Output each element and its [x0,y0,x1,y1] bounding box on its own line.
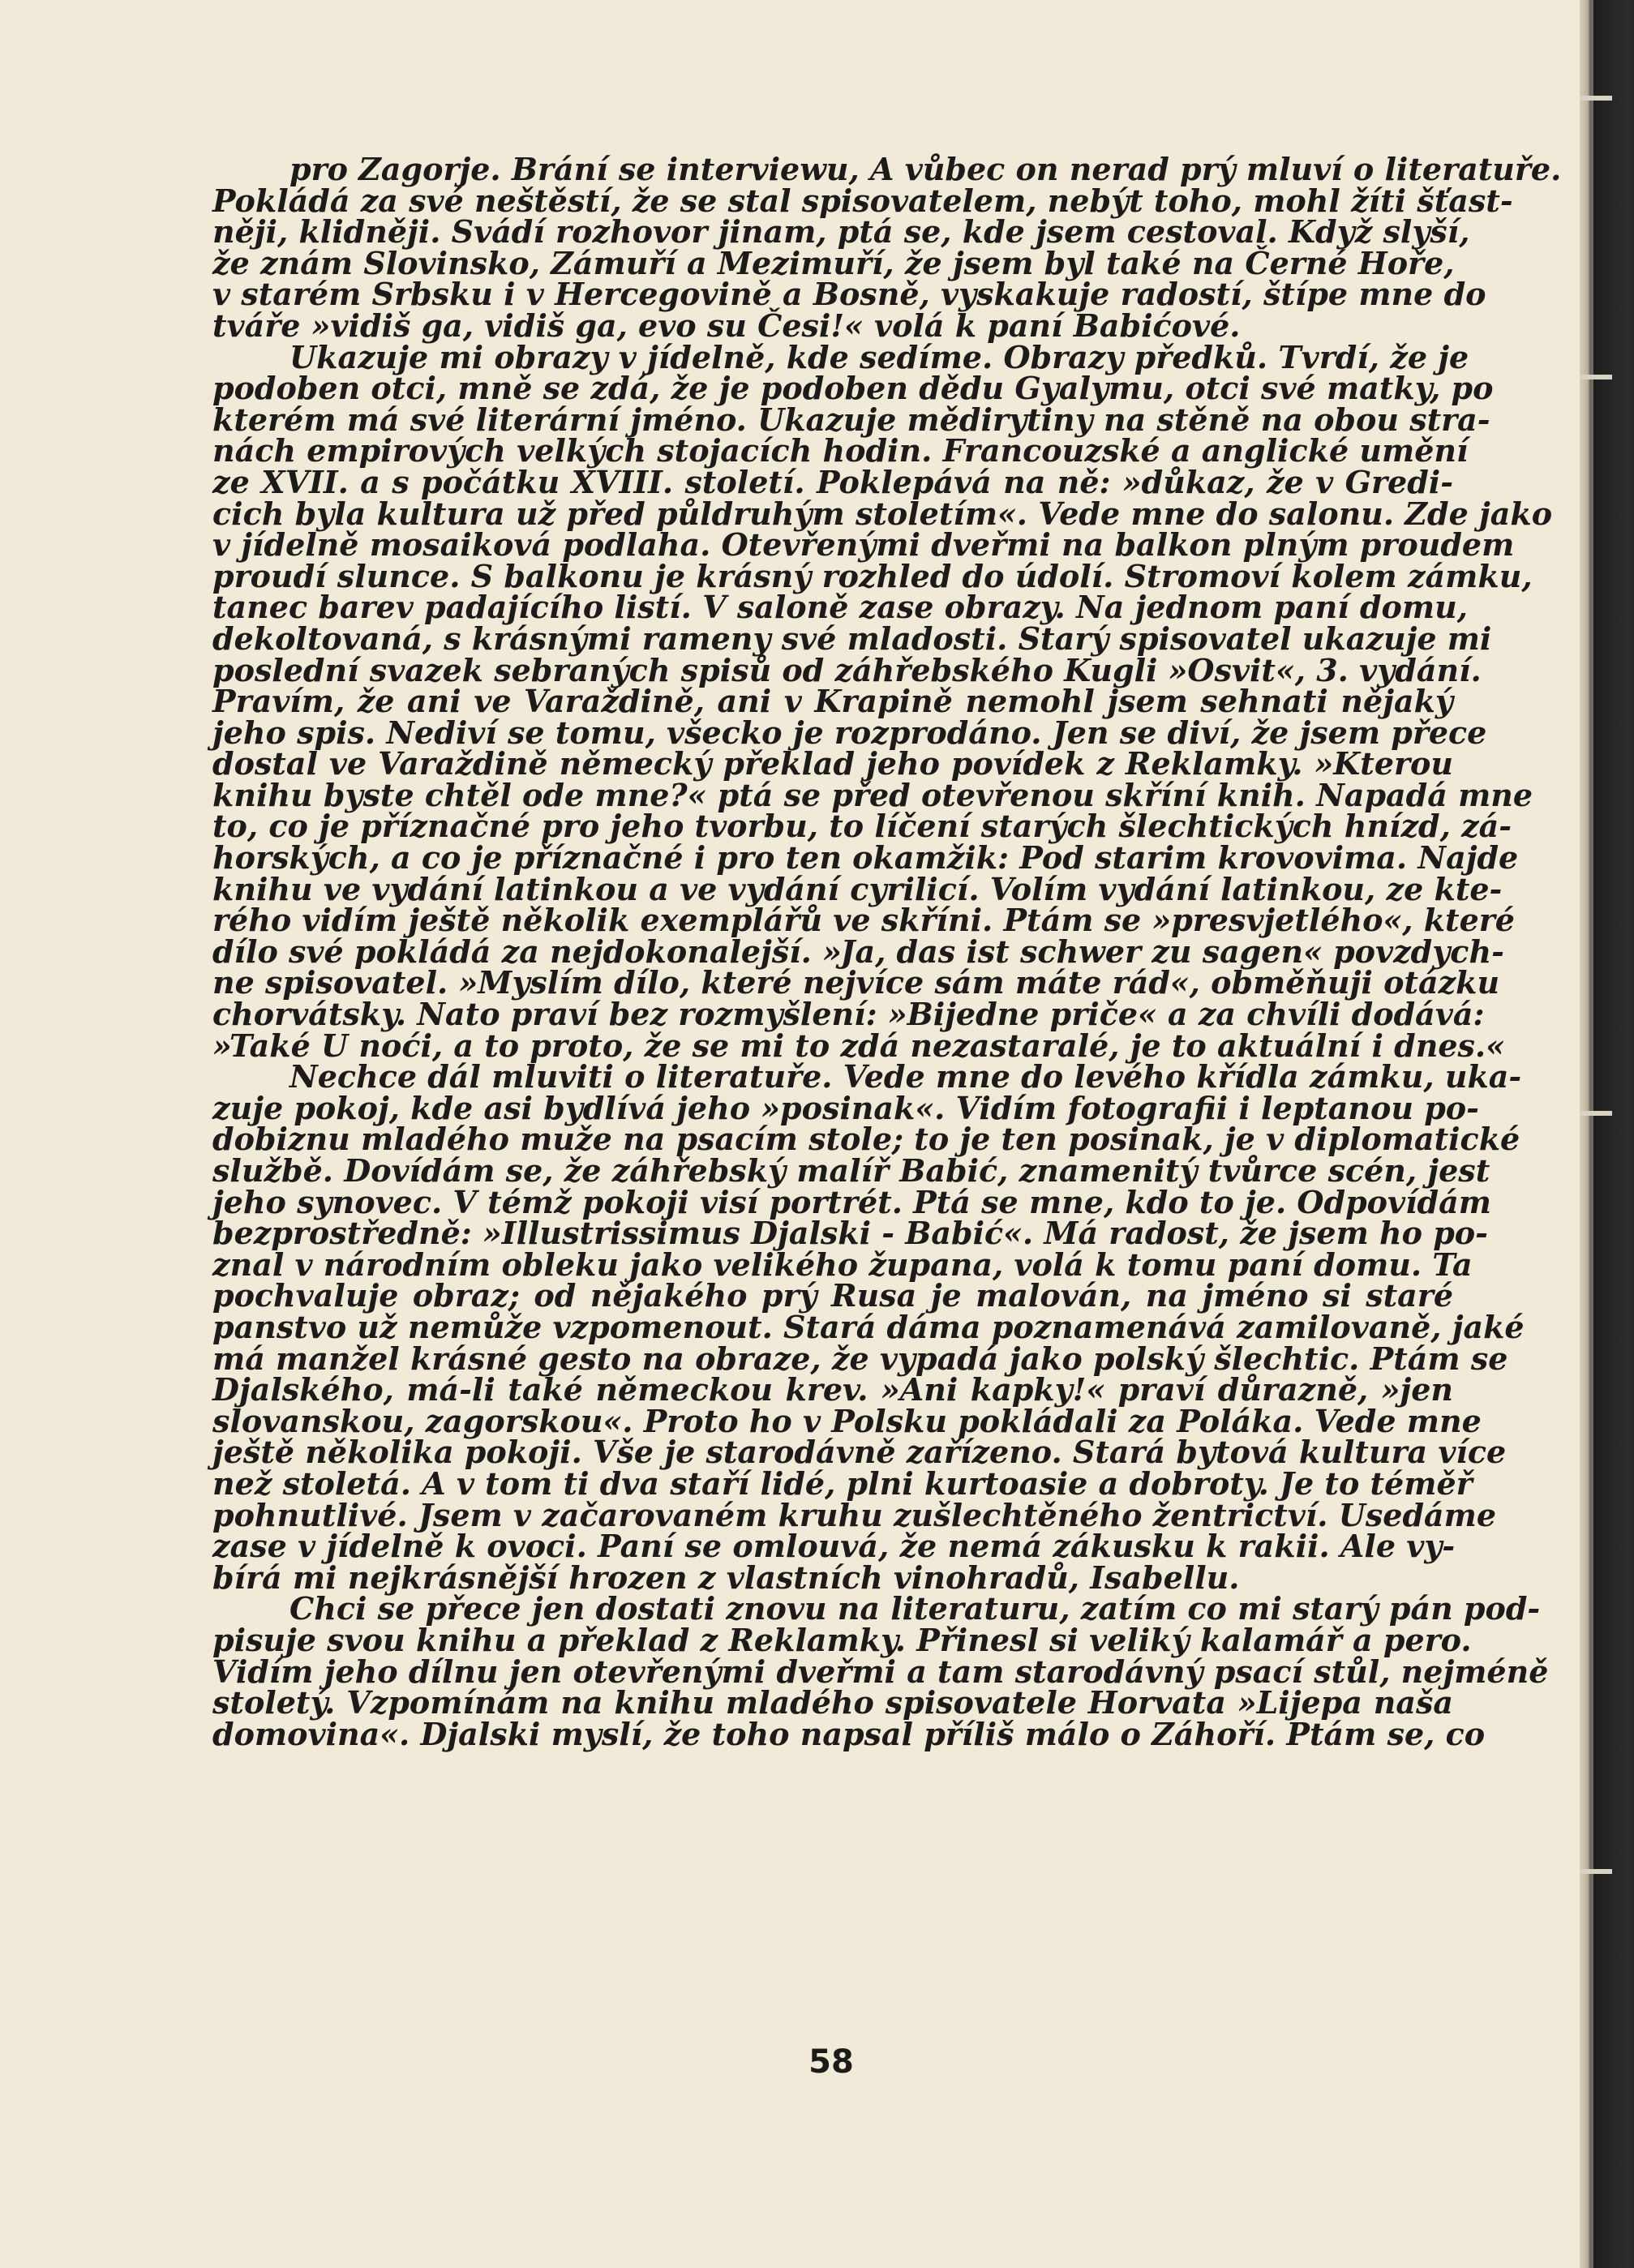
body-text [212,151,1562,1752]
text-line: rého vidím ještě několik exemplářů ve skříni. Ptám se »presvjetlého«, které [212,902,1515,939]
text-line: cich byla kultura už před půldruhým stoletím«. Vede mne do salonu. Zde jako [212,495,1553,532]
text-line: jeho spis. Nediví se tomu, všecko je rozprodáno. Jen se diví, že jsem přece [212,714,1487,751]
text-line: Nechce dál mluviti o literatuře. Vede mne do levého křídla zámku, uka- [289,1058,1522,1095]
page-number: 58 [808,2043,854,2081]
text-line: pochvaluje obraz; od nějakého prý Rusa je malován, na jméno si staré [212,1277,1453,1314]
text-line: dostal ve Varaždině německý překlad jeho povídek z Reklamky. »Kterou [212,745,1453,782]
text-line: než stoletá. A v tom ti dva staří lidé, plni kurtoasie a dobroty. Je to téměř [212,1464,1473,1502]
binding-thread-mark [1580,375,1612,379]
text-line: podoben otci, mně se zdá, že je podoben dědu Gyalymu, otci své matky, po [212,370,1494,407]
text-line: zuje pokoj, kde asi bydlívá jeho »posinak«. Vidím fotografii i leptanou po- [212,1089,1479,1126]
text-line: chorvátsky. Nato praví bez rozmyšlení: »Bijedne priče« a za chvíli dodává: [212,996,1485,1033]
text-line: pohnutlivé. Jsem v začarovaném kruhu zušlechtěného žentrictví. Usedáme [212,1496,1497,1533]
paragraph [212,338,1553,1064]
text-line: Ukazuje mi obrazy v jídelně, kde sedíme. Obrazy předků. Tvrdí, že je [289,338,1469,375]
text-line: tváře »vidiš ga, vidiš ga, evo su Česi!« volá k paní Babićové. [212,307,1241,344]
text-line: slovanskou, zagorskou«. Proto ho v Polsku pokládali za Poláka. Vede mne [212,1402,1482,1439]
text-line: pisuje svou knihu a překlad z Reklamky. Přinesl si veliký kalamář a pero. [212,1621,1472,1658]
text-line: Pokládá za své neštěstí, že se stal spisovatelem, nebýt toho, mohl žíti šťast- [212,182,1513,219]
text-line: proudí slunce. S balkonu je krásný rozhled do údolí. Stromoví kolem zámku, [212,557,1533,594]
text-line: Djalského, má-li také německou krev. »Ani kapky!« praví důrazně, »jen [212,1371,1453,1408]
text-line: ne spisovatel. »Myslím dílo, které nejvíce sám máte rád«, obměňuji otázku [212,964,1500,1001]
text-line: tanec barev padajícího listí. V saloně zase obrazy. Na jednom paní domu, [212,589,1468,626]
paragraph [212,151,1562,344]
text-line: stoletý. Vzpomínám na knihu mladého spisovatele Horvata »Lijepa naša [212,1684,1453,1721]
binding-thread-mark [1580,1869,1612,1874]
text-line: službě. Dovídám se, že záhřebský malíř Babić, znamenitý tvůrce scén, jest [212,1152,1490,1189]
text-line: knihu ve vydání latinkou a ve vydání cyrilicí. Volím vydání latinkou, ze kte- [212,870,1503,907]
text-line: horských, a co je příznačné i pro ten okamžik: Pod starim krovovima. Najde [212,839,1519,877]
text-line: ještě několika pokoji. Vše je starodávně zařízeno. Stará bytová kultura více [212,1434,1507,1471]
text-line: dekoltovaná, s krásnými rameny své mladosti. Starý spisovatel ukazuje mi [212,620,1492,657]
text-line: že znám Slovinsko, Zámuří a Mezimuří, že jsem byl také na Černé Hoře, [212,244,1455,281]
text-line: Vidím jeho dílnu jen otevřenými dveřmi a tam starodávný psací stůl, nejméně [212,1653,1549,1690]
paragraph [212,1590,1549,1752]
text-line: něji, klidněji. Svádí rozhovor jinam, ptá se, kde jsem cestoval. Když slyší, [212,213,1470,251]
binding-thread-mark [1580,1111,1612,1116]
text-line: Pravím, že ani ve Varaždině, ani v Krapině nemohl jsem sehnati nějaký [212,683,1453,720]
text-line: bírá mi nejkrásnější hrozen z vlastních vinohradů, Isabellu. [212,1558,1240,1596]
text-line: panstvo už nemůže vzpomenout. Stará dáma poznamenává zamilovaně, jaké [212,1308,1525,1345]
paragraph [212,1058,1525,1596]
text-line: v jídelně mosaiková podlaha. Otevřenými dveřmi na balkon plným proudem [212,526,1515,564]
text-line: zase v jídelně k ovoci. Paní se omlouvá, že nemá zákusku k rakii. Ale vy- [212,1528,1456,1565]
text-line: nách empirových velkých stojacích hodin. Francouzské a anglické umění [212,432,1469,469]
book-binding-edge [1580,0,1634,2268]
text-line: Chci se přece jen dostati znovu na literaturu, zatím co mi starý pán pod- [289,1590,1541,1627]
text-line: knihu byste chtěl ode mne?« ptá se před otevřenou skříní knih. Napadá mne [212,776,1533,813]
text-line: znal v národním obleku jako velikého župana, volá k tomu paní domu. Ta [212,1245,1473,1283]
binding-thread-mark [1580,96,1612,101]
text-line: ze XVII. a s počátku XVIII. století. Poklepává na ně: »důkaz, že v Gredi- [212,463,1453,500]
text-line: domovina«. Djalski myslí, že toho napsal příliš málo o Záhoří. Ptám se, co [212,1715,1486,1752]
text-line: »Také U noći, a to proto, že se mi to zdá nezastaralé, je to aktuální i dnes.« [212,1027,1505,1064]
binding-spine-line [1589,0,1593,2268]
text-line: dílo své pokládá za nejdokonalejší. »Ja, das ist schwer zu sagen« povzdych- [212,932,1504,970]
text-line: kterém má své literární jméno. Ukazuje mědirytiny na stěně na obou stra- [212,401,1490,438]
text-line: bezprostředně: »Illustrissimus Djalski - Babić«. Má radost, že jsem ho po- [212,1215,1488,1252]
text-line: jeho synovec. V témž pokoji visí portrét. Ptá se mne, kdo to je. Odpovídám [212,1183,1491,1220]
text-line: v starém Srbsku i v Hercegovině a Bosně, vyskakuje radostí, štípe mne do [212,276,1486,313]
text-line: to, co je příznačné pro jeho tvorbu, to líčení starých šlechtických hnízd, zá- [212,808,1512,845]
text-line: poslední svazek sebraných spisů od záhřebského Kugli »Osvit«, 3. vydání. [212,651,1482,688]
text-line: má manžel krásné gesto na obraze, že vypadá jako polský šlechtic. Ptám se [212,1340,1508,1377]
text-line: dobiznu mladého muže na psacím stole; to je ten posinak, je v diplomatické [212,1121,1520,1158]
text-line: pro Zagorje. Brání se interviewu, A vůbec on nerad prý mluví o literatuře. [289,151,1562,187]
